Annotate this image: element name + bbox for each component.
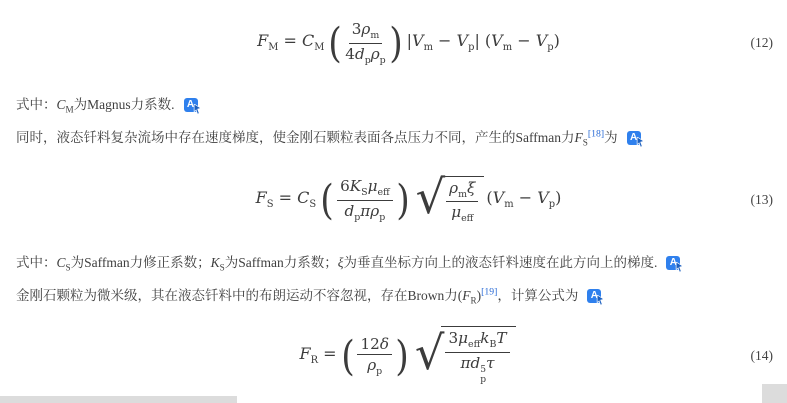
math-token: V [492,188,505,208]
equation-number-12: (12) [750,35,773,50]
math-token: p [364,54,371,66]
math-token: ) [395,175,410,224]
math-token: ξ [337,255,344,270]
math-token: eff [468,339,481,351]
fraction [337,177,393,223]
math-token: p [548,199,556,211]
math-token: S [219,262,225,273]
math-token: ρ [361,20,371,39]
math-token: ξ [467,178,476,197]
math-token [340,177,390,199]
math-token: k [480,329,490,348]
math-token: F [255,188,267,208]
math-token: F [574,130,583,145]
math-token: 式中： [16,255,57,270]
math-token: p [379,211,386,223]
math-token: − [432,31,457,51]
math-token: 6 [340,177,350,196]
fraction [357,335,391,378]
sqrt-radical [415,170,485,225]
math-token [349,20,383,43]
math-token: 同时，液态钎料复杂流场中存在速度梯度，使金刚石颗粒表面各点压力不同，产生的Saffman力 [16,130,575,145]
math-token: C [297,188,310,208]
translate-icon[interactable] [666,256,680,270]
translate-icon[interactable] [184,98,198,112]
math-token: 3 [351,20,362,39]
math-token: μ [458,329,468,348]
math-token: 金刚石颗粒为微米级，其在液态钎料中的布朗运动不容忽视，存在Brown力( [16,288,463,303]
math-token: τ [486,353,495,372]
math-token: ) [476,288,482,303]
math-token: 式中： [16,97,57,112]
math-token: M [268,42,279,54]
math-token: ( [328,18,343,67]
math-token [343,20,387,66]
math-token: | ( [474,31,492,51]
translate-letter: A [629,131,638,143]
math-token: m [502,42,513,54]
cursor-icon [193,104,202,115]
math-token: − [512,31,536,51]
math-token [360,335,388,353]
paren-group [319,177,410,223]
math-token [442,176,484,225]
math-token: ρ [449,178,459,197]
cursor-icon [675,262,684,273]
math-token: C [56,97,66,112]
math-token [357,335,391,355]
math-token: 为Saffman力修正系数； [70,255,211,270]
math-token: ρ [370,44,380,63]
translate-letter: A [186,98,195,110]
paragraph-row-2 [16,127,777,149]
math-token [345,201,386,223]
math-token: F [299,344,311,364]
paren-group [327,20,403,66]
paragraph-row-3 [16,252,777,274]
paren-group [340,331,410,380]
math-token [345,44,386,66]
math-token: ，计算公式为 [497,288,579,303]
equation-12 [257,20,560,66]
math-token: V [456,31,469,51]
math-token: p [376,365,383,377]
math-token [367,355,382,377]
math-token: ρ [367,355,377,374]
math-token [451,203,474,225]
math-token: eff [461,213,474,225]
fraction [446,179,478,225]
math-token: ρ [370,201,380,220]
cursor-icon [636,137,645,148]
math-token: d [470,353,481,372]
math-token: M [65,104,74,115]
math-token [16,128,618,148]
math-token: p [379,54,386,66]
math-token [16,286,579,306]
math-token [344,201,386,223]
equation-row-13 [30,162,787,238]
math-token: μ [367,177,378,196]
translate-icon[interactable] [587,289,601,303]
paragraph-4-text [16,285,578,307]
math-token: = [278,31,302,51]
math-token [451,202,473,224]
math-token: V [535,31,548,51]
math-token: S [309,199,317,211]
math-token [257,31,324,54]
equation-row-12 [30,8,787,78]
paragraph-row-1 [16,94,777,116]
math-token: = [318,344,337,364]
math-token: 4 [345,44,355,63]
math-token [449,178,476,200]
math-token: S [65,262,71,273]
math-token: V [537,188,549,208]
math-token [445,329,509,352]
math-token [16,97,175,115]
page-edge-strip-left [0,396,237,403]
math-token: K [349,177,362,196]
math-token [441,326,515,385]
math-token: ) [555,188,562,208]
math-token [460,353,495,386]
math-token: p [547,42,554,54]
math-token: π [360,201,371,220]
math-token: p [468,42,475,54]
math-token: m [504,199,514,211]
translate-letter: A [669,256,678,268]
math-token [16,255,658,273]
math-token: ( [340,331,355,380]
equation-number-14: (14) [750,348,773,363]
math-token: R [310,355,319,367]
math-token [299,344,336,367]
math-token: S [361,187,368,199]
math-token: F [257,31,269,51]
equation-row-14 [30,318,787,394]
math-token: S [266,199,274,211]
math-token: ( [486,188,493,208]
math-token: √ [415,170,446,225]
math-token [335,177,395,223]
math-token: C [301,31,315,51]
equation-number-13: (13) [750,192,773,207]
math-token: 3 [448,329,459,348]
paragraph-row-4 [16,285,777,307]
math-token: V [412,31,424,51]
math-token: √ [414,326,445,381]
math-token: ) [388,18,403,67]
math-token: C [56,255,66,270]
math-token: p [354,211,361,223]
math-token [461,353,495,386]
scrollbar-strip [762,384,787,403]
math-token: B [489,339,497,351]
math-token: F [462,288,471,303]
translate-icon[interactable] [627,131,641,145]
math-token: T [496,329,507,348]
equation-14 [299,326,517,385]
paragraph-2-text [16,127,618,149]
math-token [351,20,380,42]
math-token: d [354,44,365,63]
math-token: S [582,137,588,148]
math-token: 为Saffman力系数； [224,255,338,270]
math-token: 为垂直坐标方向上的液态钎料速度在此方向上的梯度. [343,255,658,270]
math-token: = [273,188,298,208]
paragraph-3-text [16,252,657,274]
math-token [486,188,561,211]
math-token: m [423,42,433,54]
math-token: δ [379,334,389,353]
reference-superscript: [18] [587,128,605,140]
math-token: V [491,31,503,51]
cursor-icon [596,295,605,306]
math-token: M [314,42,325,54]
math-token: 5 [480,364,487,375]
math-token: R [470,295,477,306]
math-token [367,355,383,377]
equation-13 [255,170,562,225]
math-token: p [480,375,487,386]
math-token: ) [395,331,409,380]
math-token: K [210,255,220,270]
math-token [446,179,478,202]
translate-letter: A [590,289,598,301]
math-token: 为Magnus力系数. [73,97,175,112]
math-token [407,31,560,54]
math-token [256,188,317,211]
math-token: m [458,188,468,200]
sqrt-radical [415,326,516,385]
math-token: eff [377,187,390,199]
math-token: ) [553,31,560,51]
fraction [345,20,385,66]
paragraph-1-text [16,94,175,116]
math-token: m [370,30,380,42]
math-token: d [344,201,355,220]
math-token [337,177,393,200]
math-token: | [406,31,412,51]
reference-superscript: [19] [481,286,498,298]
math-token: 12 [360,334,380,353]
math-token [355,335,393,378]
math-token: 为 [604,130,618,145]
math-token: ( [320,175,334,224]
math-token [448,329,507,351]
math-token: − [513,188,538,208]
math-token: π [460,353,471,372]
math-token: μ [451,203,462,221]
math-token [345,44,385,66]
fraction [445,329,509,385]
